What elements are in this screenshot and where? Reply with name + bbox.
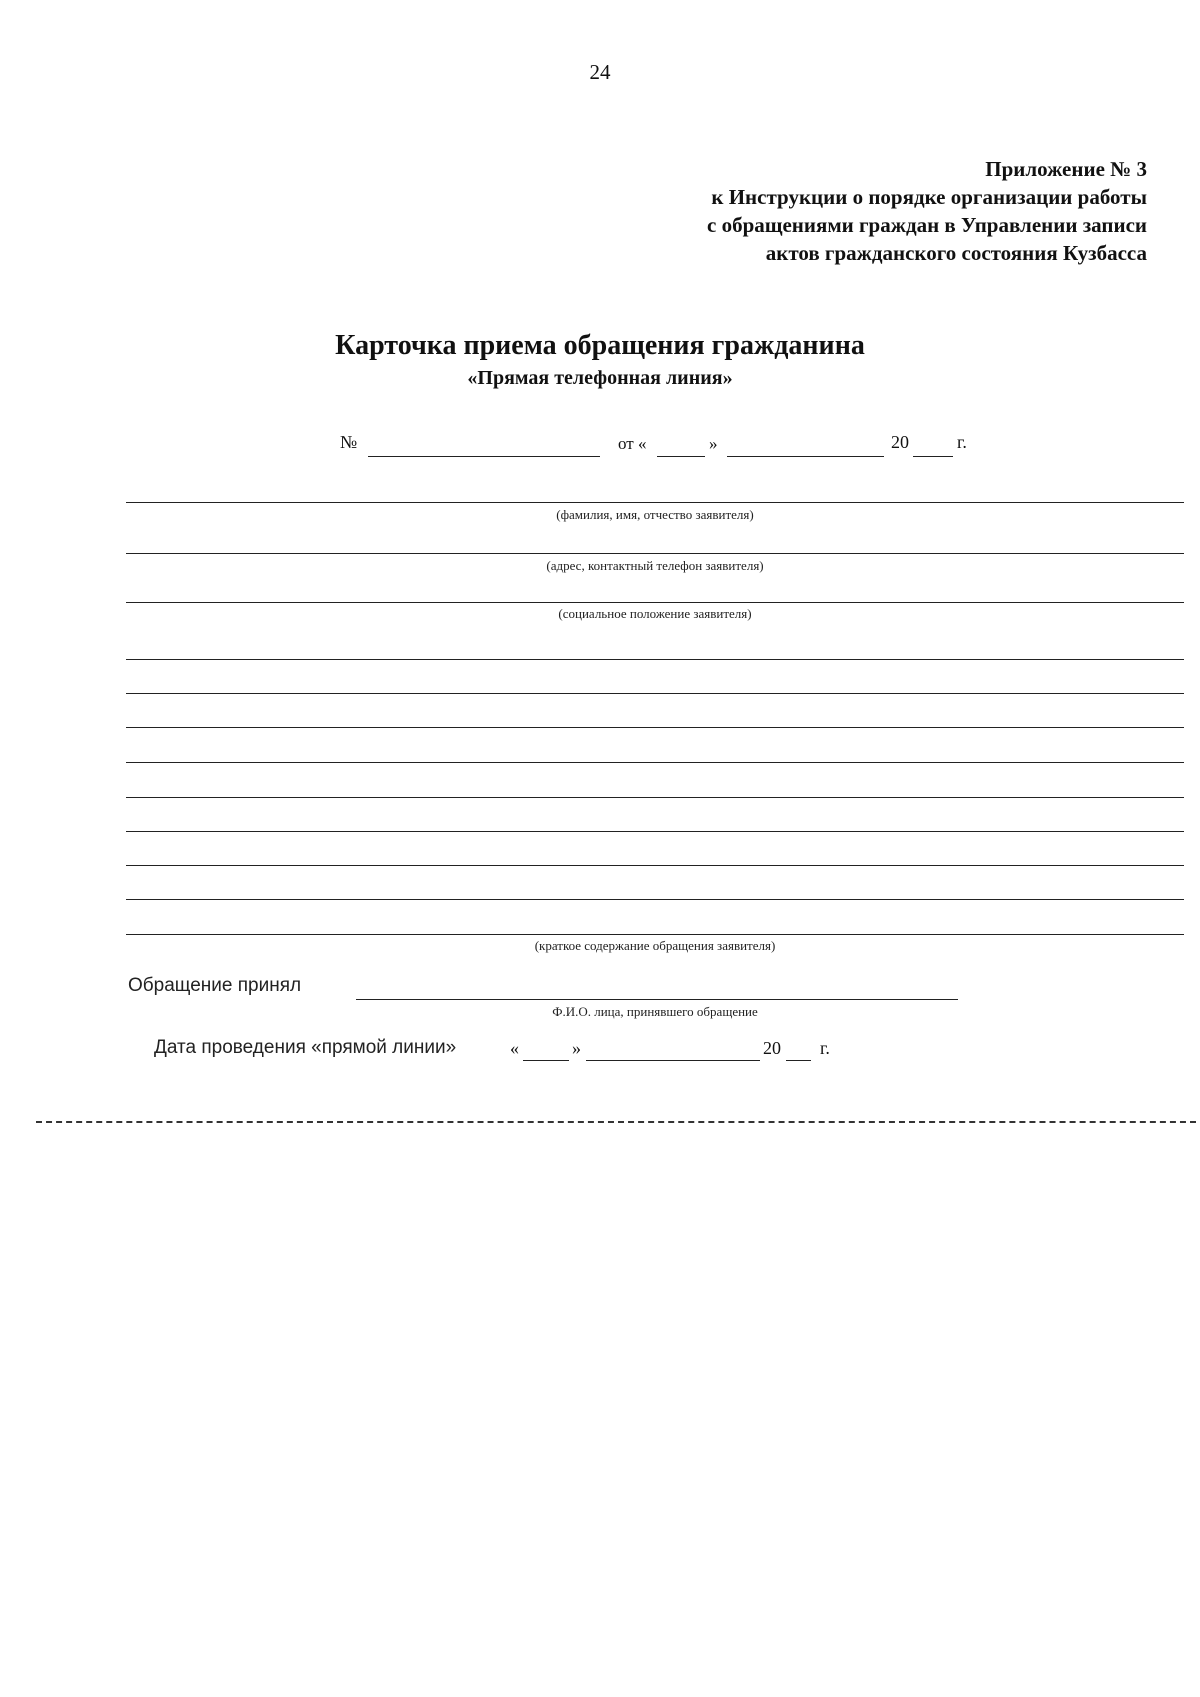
accepted-caption: Ф.И.О. лица, принявшего обращение <box>552 1004 758 1019</box>
social-caption: (социальное положение заявителя) <box>558 606 752 621</box>
year-prefix: 20 <box>891 432 909 452</box>
hotline-year-prefix: 20 <box>763 1038 781 1058</box>
accepted-label: Обращение принял <box>128 975 302 996</box>
summary-caption: (краткое содержание обращения заявителя) <box>534 938 776 953</box>
appendix-title: Приложение № 3 <box>985 157 1147 181</box>
day-quote-close: » <box>709 434 718 453</box>
summary-line[interactable] <box>126 727 1184 728</box>
summary-line[interactable] <box>126 659 1184 660</box>
hotline-quote-close: » <box>572 1038 581 1058</box>
appendix-line-4: актов гражданского состояния Кузбасса <box>765 241 1147 265</box>
accepted-by-field[interactable] <box>356 999 958 1000</box>
hotline-year-suffix: г. <box>820 1038 830 1058</box>
number-field[interactable] <box>368 456 600 457</box>
hotline-date-label: Дата проведения «прямой линии» <box>154 1037 457 1058</box>
summary-line[interactable] <box>126 797 1184 798</box>
summary-line[interactable] <box>126 762 1184 763</box>
name-caption: (фамилия, имя, отчество заявителя) <box>556 507 754 522</box>
summary-line[interactable] <box>126 899 1184 900</box>
name-line[interactable] <box>126 502 1184 503</box>
cut-line <box>36 1121 1196 1123</box>
summary-line[interactable] <box>126 865 1184 866</box>
day-field[interactable] <box>657 456 705 457</box>
address-line[interactable] <box>126 553 1184 554</box>
card-subtitle: «Прямая телефонная линия» <box>467 367 733 389</box>
year-field[interactable] <box>913 456 953 457</box>
appendix-header <box>707 155 1147 267</box>
year-suffix: г. <box>957 432 967 452</box>
summary-line[interactable] <box>126 831 1184 832</box>
hotline-year-field[interactable] <box>786 1060 811 1061</box>
page-number: 24 <box>589 60 611 84</box>
hotline-day-field[interactable] <box>523 1060 569 1061</box>
hotline-month-field[interactable] <box>586 1060 760 1061</box>
from-label: от « <box>618 434 647 453</box>
appendix-line-3: с обращениями граждан в Управлении записи <box>707 213 1147 237</box>
month-field[interactable] <box>727 456 884 457</box>
address-caption: (адрес, контактный телефон заявителя) <box>546 558 764 573</box>
card-title: Карточка приема обращения гражданина <box>335 330 865 361</box>
hotline-quote-open: « <box>510 1038 519 1058</box>
social-line[interactable] <box>126 602 1184 603</box>
summary-line[interactable] <box>126 693 1184 694</box>
summary-line[interactable] <box>126 934 1184 935</box>
number-sign: № <box>340 432 358 452</box>
appendix-line-2: к Инструкции о порядке организации работы <box>711 185 1147 209</box>
